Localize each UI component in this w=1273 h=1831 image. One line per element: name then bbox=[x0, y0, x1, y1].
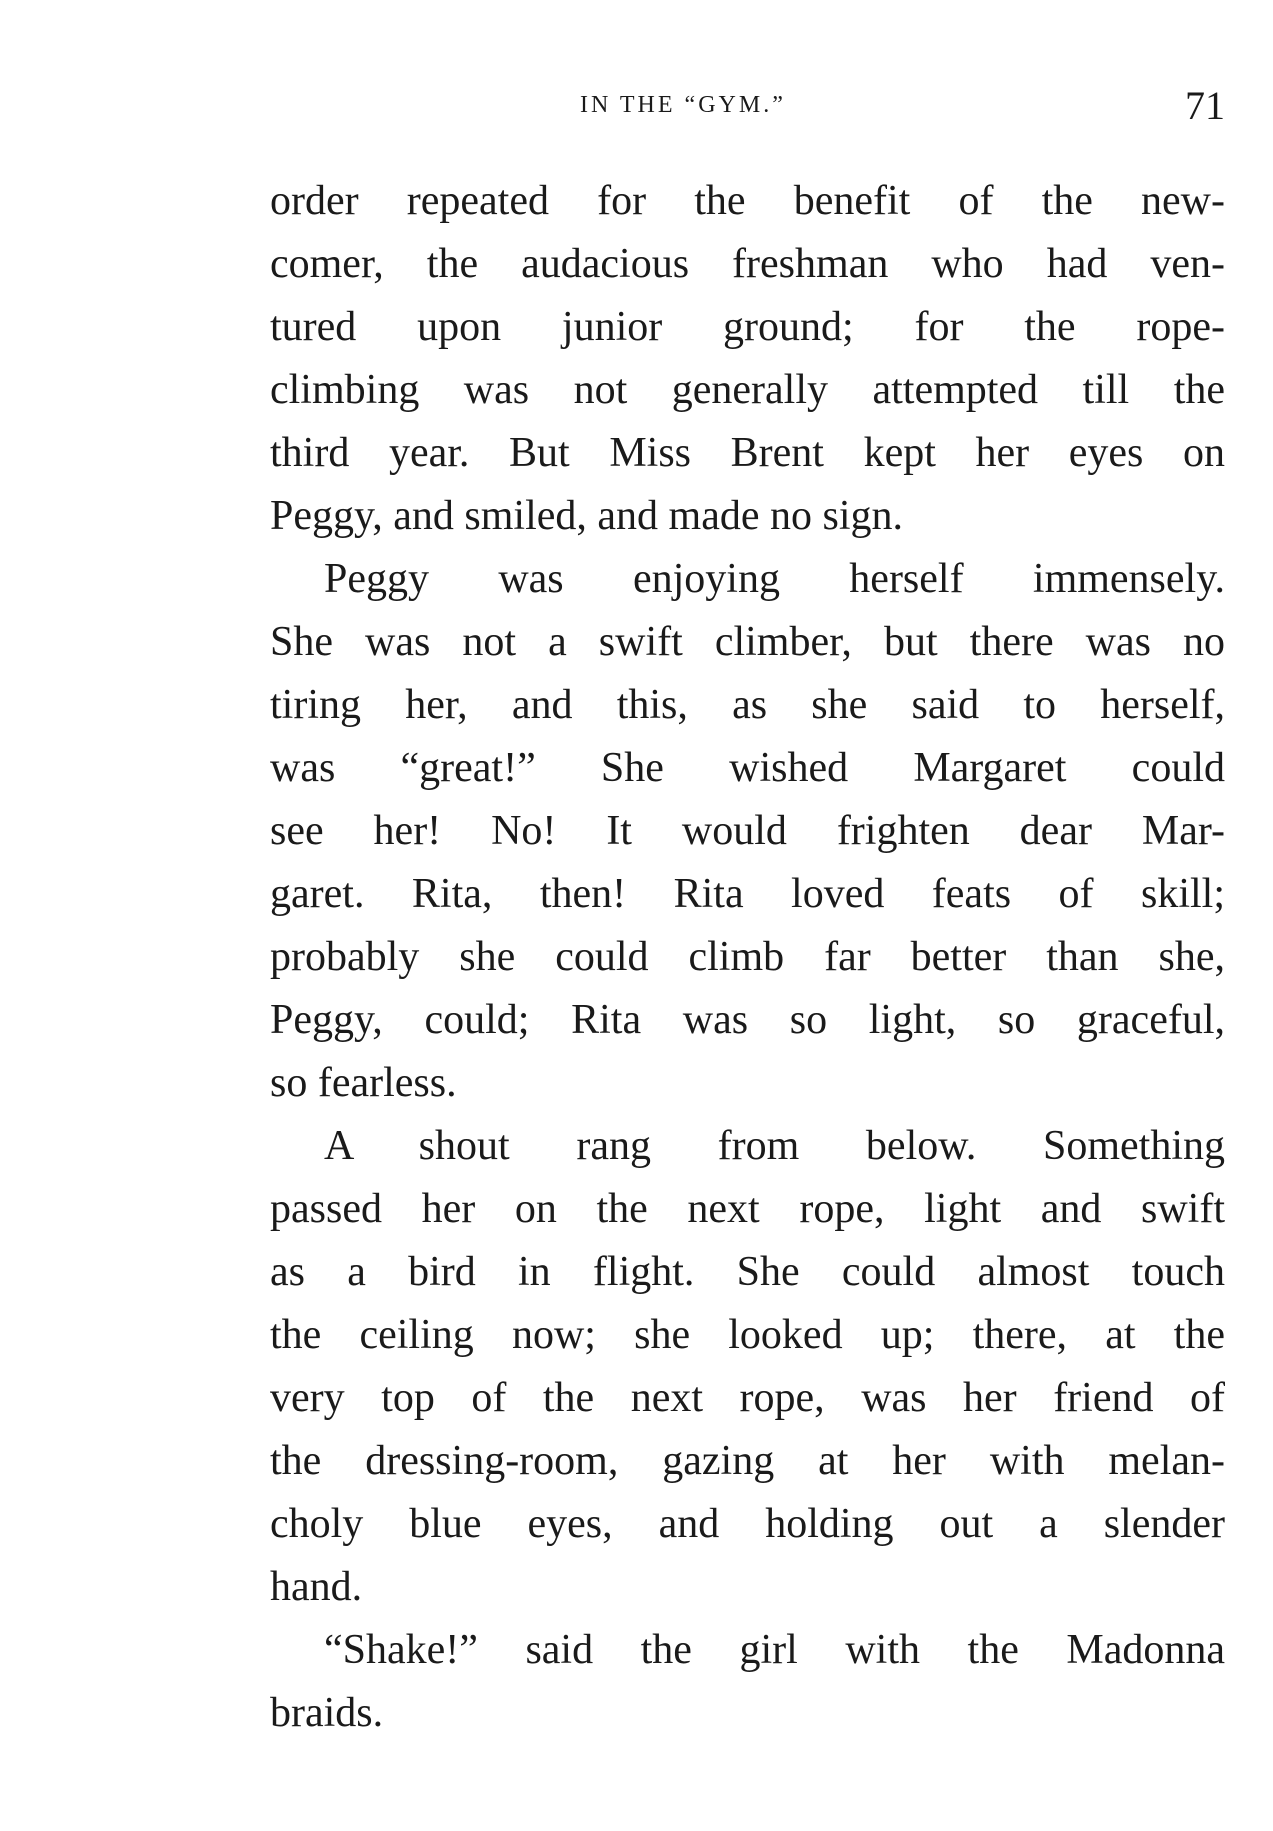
text-line: A shout rang from below. Something bbox=[324, 1123, 1225, 1169]
text-line: Peggy, and smiled, and made no sign. bbox=[270, 493, 904, 539]
text-line: Peggy, could; Rita was so light, so graceful, bbox=[270, 997, 1225, 1043]
text-line: passed her on the next rope, light and swift bbox=[270, 1186, 1225, 1232]
text-line: comer, the audacious freshman who had ven- bbox=[270, 241, 1225, 287]
text-line: so fearless. bbox=[270, 1060, 457, 1106]
text-line: very top of the next rope, was her friend of bbox=[270, 1375, 1225, 1421]
page-body bbox=[270, 170, 1225, 1745]
page-number: 71 bbox=[1185, 83, 1225, 128]
text-line: the dressing-room, gazing at her with melan- bbox=[270, 1438, 1225, 1484]
text-line: garet. Rita, then! Rita loved feats of skill; bbox=[270, 871, 1225, 917]
text-line: “Shake!” said the girl with the Madonna bbox=[324, 1627, 1225, 1673]
text-line: the ceiling now; she looked up; there, at the bbox=[270, 1312, 1225, 1358]
text-line: tiring her, and this, as she said to herself, bbox=[270, 682, 1225, 728]
text-line: tured upon junior ground; for the rope- bbox=[270, 304, 1225, 350]
text-line: Peggy was enjoying herself immensely. bbox=[324, 556, 1225, 602]
text-line: as a bird in flight. She could almost touch bbox=[270, 1249, 1225, 1295]
text-line: see her! No! It would frighten dear Mar- bbox=[270, 808, 1225, 854]
text-line: choly blue eyes, and holding out a slender bbox=[270, 1501, 1225, 1547]
text-line: third year. But Miss Brent kept her eyes on bbox=[270, 430, 1225, 476]
text-line: probably she could climb far better than she, bbox=[270, 934, 1225, 980]
text-line: was “great!” She wished Margaret could bbox=[270, 745, 1225, 791]
text-line: order repeated for the benefit of the new- bbox=[270, 178, 1225, 224]
text-line: hand. bbox=[270, 1564, 363, 1610]
page-header bbox=[270, 82, 1225, 132]
paragraph-2 bbox=[270, 548, 1225, 1115]
paragraph-4 bbox=[270, 1619, 1225, 1745]
text-line: She was not a swift climber, but there was no bbox=[270, 619, 1225, 665]
text-line: climbing was not generally attempted till the bbox=[270, 367, 1225, 413]
text-line: braids. bbox=[270, 1690, 384, 1736]
running-title: IN THE “GYM.” bbox=[580, 92, 786, 118]
paragraph-1 bbox=[270, 170, 1225, 548]
paragraph-3 bbox=[270, 1115, 1225, 1619]
